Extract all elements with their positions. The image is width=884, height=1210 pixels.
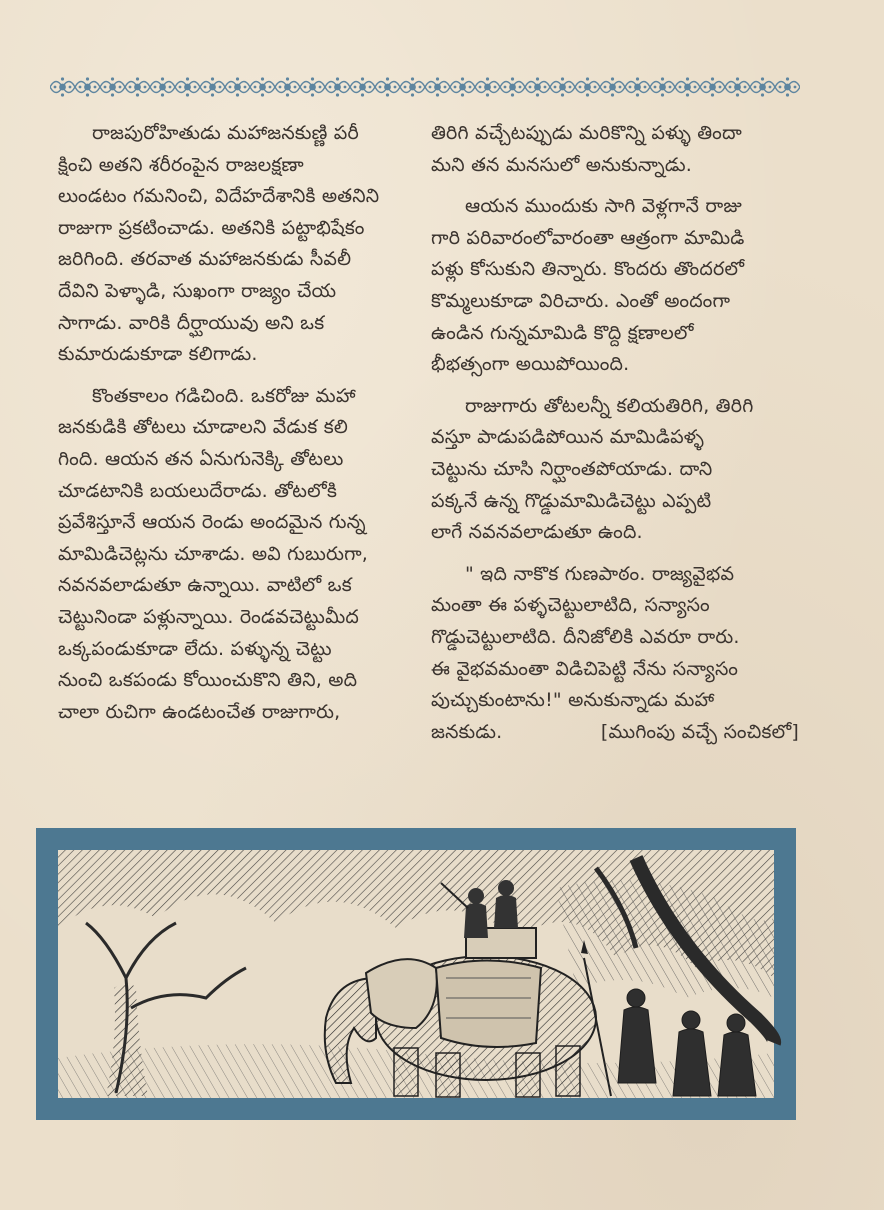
paragraph: తిరిగి వచ్చేటప్పుడు మరికొన్ని పళ్ళు తిందా మని తన మనసులో అనుకున్నాడు. — [431, 122, 742, 176]
paragraph: రాజపురోహితుడు మహాజనకుణ్ణి పరీ క్షించి అతని శరీరంపైన రాజలక్షణా లుండటం గమనించి, విదేహదేశానికి అతనిని రాజుగా ప్రకటించాడు. అతనికి పట్టాభిషేకం జరిగింది. తరవాత మహాజనకుడు సీవలీ దేవిని పెళ్ళాడి, సుఖంగా రాజ్యం చేయ సాగాడు. వారికి దీర్ఘాయువు అని ఒక కుమారుడుకూడా కలిగాడు. — [58, 122, 380, 366]
continued-note: [ముగింపు వచ్చే సంచికలో] — [600, 721, 799, 744]
paragraph: కొంతకాలం గడిచింది. ఒకరోజు మహా జనకుడికి తోటలు చూడాలని వేడుక కలి గింది. ఆయన తన ఏనుగునెక్కి తోటలు చూడటానికి బయలుదేరాడు. తోటలోకి ప్రవేశిస్తూనే ఆయన రెండు అందమైన గున్న మామిడిచెట్లను చూశాడు. అవి గుబురుగా, నవనవలాడుతూ ఉన్నాయి. వాటిలో ఒక చెట్టునిండా పళ్లున్నాయి. రెండవచెట్టుమీద ఒక్కపండుకూడా లేదు. పళ్ళున్న చెట్టు నుంచి ఒకపండు కోయించుకొని తిని, అది చాలా రుచిగా ఉండటంచేత రాజుగారు, — [58, 384, 369, 723]
paragraph: " ఇది నాకొక గుణపాఠం. రాజ్యవైభవ మంతా ఈ పళ్ళచెట్టులాటిది, సన్యాసం గొడ్డుచెట్టులాటిది. దీనిజోలికి ఎవరూ రారు. ఈ వైభవమంతా విడిచిపెట్టి నేను సన్యాసం పుచ్చుకుంటాను!" అనుకున్నాడు మహా జనకుడు. — [431, 562, 740, 743]
text-column-right — [431, 118, 799, 749]
paragraph: రాజుగారు తోటలన్నీ కలియతిరిగి, తిరిగి వస్తూ పాడుపడిపోయిన మామిడిపళ్ళ చెట్టును చూసి నిర్ఘాంతపోయాడు. దాని పక్కనే ఉన్న గొడ్డుమామిడిచెట్టు ఎప్పటి లాగే నవనవలాడుతూ ఉంది. — [431, 394, 754, 544]
story-illustration — [36, 828, 796, 1120]
paragraph: ఆయన ముందుకు సాగి వెళ్లగానే రాజు గారి పరివారంలోవారంతా ఆత్రంగా మామిడి పళ్లు కోసుకుని తిన్నారు. కొందరు తొందరలో కొమ్మలుకూడా విరిచారు. ఎంతో అందంగా ఉండిన గున్నమామిడి కొద్ది క్షణాలలో భీభత్సంగా అయిపోయింది. — [431, 195, 745, 376]
decorative-border — [50, 70, 800, 104]
elephant-procession-image — [36, 828, 796, 1120]
text-column-left — [58, 118, 428, 738]
